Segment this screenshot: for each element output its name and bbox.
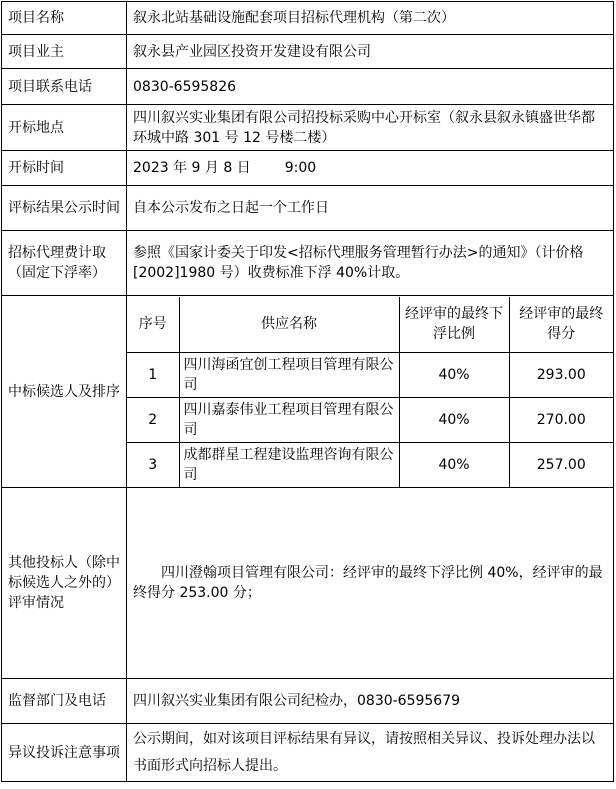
candidates-table <box>127 297 613 487</box>
bid-result-table <box>1 1 614 782</box>
value-supervision: 四川叙兴实业集团有限公司纪检办，0830-6595679 <box>127 679 614 724</box>
table-row <box>127 353 613 398</box>
value-owner: 叙永县产业园区投资开发建设有限公司 <box>127 35 614 69</box>
label-location: 开标地点 <box>2 105 127 151</box>
value-time-clock: 9:00 <box>284 160 317 176</box>
candidate-score: 293.00 <box>509 353 613 398</box>
row-fee <box>2 231 614 296</box>
label-others: 其他投标人（除中标候选人之外的）评审情况 <box>2 488 127 679</box>
table-row <box>127 443 613 487</box>
candidate-name: 成都群星工程建设监理咨询有限公司 <box>179 443 399 487</box>
row-location <box>2 105 614 151</box>
row-candidates <box>2 296 614 488</box>
value-complaint: 公示期间，如对该项目评标结果有异议，请按照相关异议、投诉处理办法以书面形式向招标人提出。 <box>127 724 614 782</box>
candidate-ratio: 40% <box>399 353 509 398</box>
row-time <box>2 151 614 186</box>
row-others <box>2 488 614 679</box>
label-fee: 招标代理费计取（固定下浮率） <box>2 231 127 296</box>
candidate-ratio: 40% <box>399 398 509 443</box>
candidate-name: 四川海函宜创工程项目管理有限公司 <box>179 353 399 398</box>
candidate-rank: 2 <box>127 398 179 443</box>
row-complaint <box>2 724 614 782</box>
label-complaint: 异议投诉注意事项 <box>2 724 127 782</box>
candidate-score: 270.00 <box>509 398 613 443</box>
value-time <box>127 151 614 186</box>
header-rank: 序号 <box>127 297 179 353</box>
table-row <box>127 398 613 443</box>
row-owner <box>2 35 614 69</box>
label-candidates: 中标候选人及排序 <box>2 296 127 488</box>
value-time-date: 2023 年 9 月 8 日 <box>133 160 251 176</box>
header-score: 经评审的最终得分 <box>509 297 613 353</box>
value-location: 四川叙兴实业集团有限公司招投标采购中心开标室（叙永县叙永镇盛世华都环城中路 301 号 12 号楼二楼） <box>127 105 614 151</box>
row-supervision <box>2 679 614 724</box>
label-supervision: 监督部门及电话 <box>2 679 127 724</box>
value-phone: 0830-6595826 <box>127 69 614 105</box>
candidate-rank: 3 <box>127 443 179 487</box>
label-phone: 项目联系电话 <box>2 69 127 105</box>
label-publicity: 评标结果公示时间 <box>2 186 127 231</box>
header-name: 供应名称 <box>179 297 399 353</box>
value-fee: 参照《国家计委关于印发<招标代理服务管理暂行办法>的通知》（计价格[2002]1980 号）收费标准下浮 40%计取。 <box>127 231 614 296</box>
candidate-name: 四川嘉泰伟业工程项目管理有限公司 <box>179 398 399 443</box>
row-phone <box>2 69 614 105</box>
value-project-name: 叙永北站基础设施配套项目招标代理机构（第二次） <box>127 2 614 35</box>
label-project-name: 项目名称 <box>2 2 127 35</box>
value-publicity: 自本公示发布之日起一个工作日 <box>127 186 614 231</box>
value-others: 四川澄翰项目管理有限公司：经评审的最终下浮比例 40%，经评审的最终得分 253.00 分； <box>127 488 614 679</box>
candidate-ratio: 40% <box>399 443 509 487</box>
candidates-cell <box>127 296 614 488</box>
candidate-score: 257.00 <box>509 443 613 487</box>
candidates-header-row <box>127 297 613 353</box>
row-project-name <box>2 2 614 35</box>
candidate-rank: 1 <box>127 353 179 398</box>
header-ratio: 经评审的最终下浮比例 <box>399 297 509 353</box>
row-publicity <box>2 186 614 231</box>
label-owner: 项目业主 <box>2 35 127 69</box>
label-time: 开标时间 <box>2 151 127 186</box>
